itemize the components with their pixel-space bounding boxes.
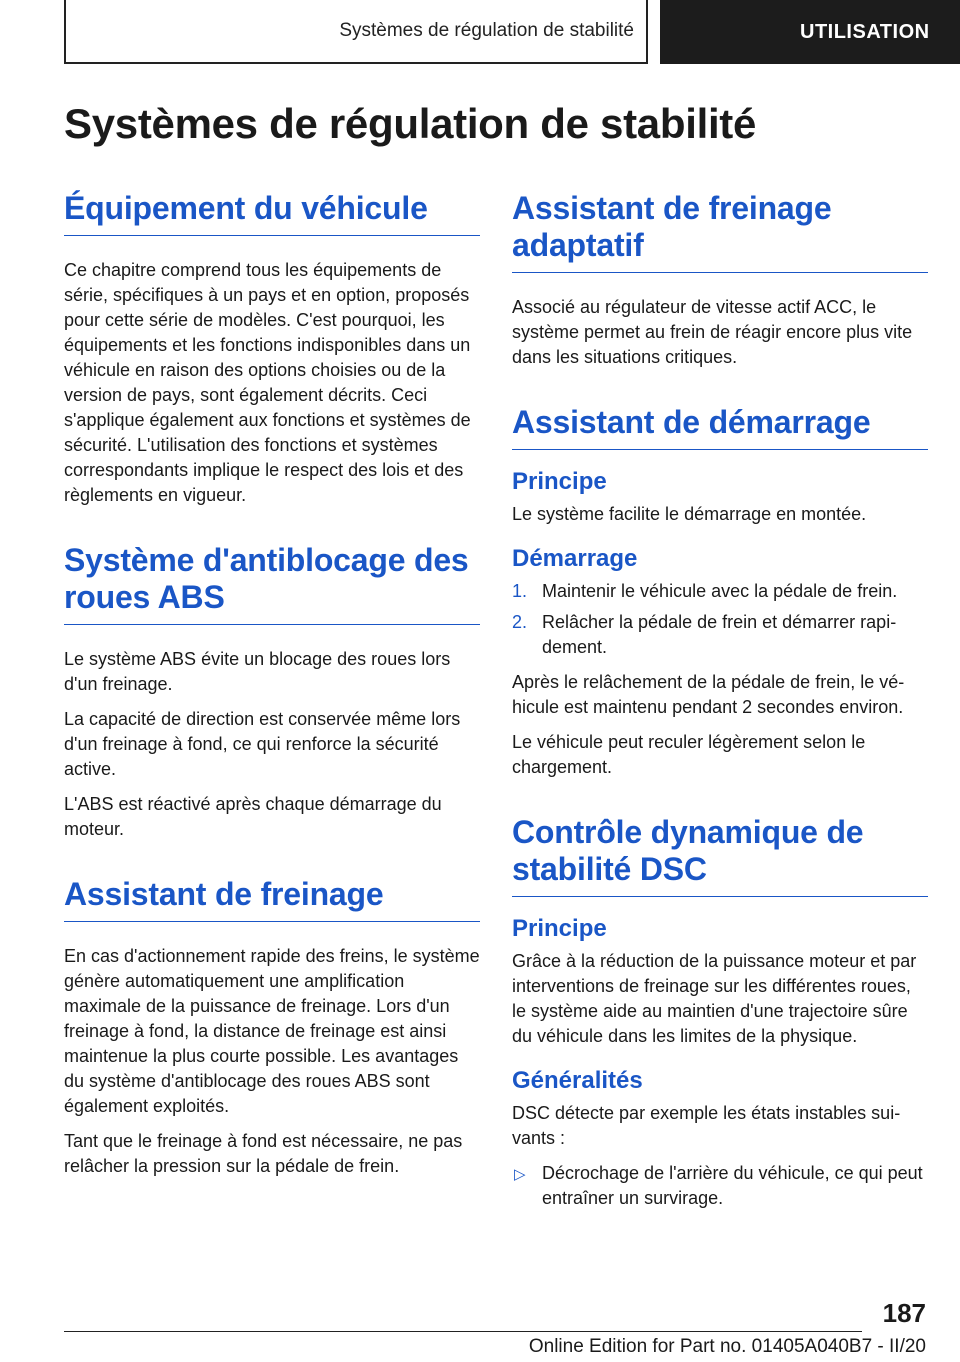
paragraph: Le système facilite le démarrage en montée. [512, 504, 867, 524]
paragraph: La capacité de direction est conservée même lors d'un freinage à fond, ce qui renforce la sécurité active. [64, 709, 461, 779]
page-number: 187 [882, 1298, 926, 1328]
right-column [512, 190, 928, 1221]
subsection-title-generalites: Généralités [512, 1067, 643, 1094]
steps-list [512, 579, 928, 660]
paragraph: Ce chapitre comprend tous les équipements de série, spécifiques à un pays et en option, proposés pour cette série de modèles. C'est pourquoi, les équipements et les fonctions indisponibles dans un véhicule en raison des options choisies ou de la version de pays, sont également décrits. Ceci s'applique également aux fonctions et systèmes de sécurité. L'utilisation des fonctions et systèmes correspondants implique le respect des lois et des règlements en vigueur. [64, 260, 471, 505]
list-item [512, 579, 928, 604]
page-title: Systèmes de régulation de stabilité [64, 100, 757, 147]
list-item [512, 1161, 928, 1211]
step-text: Maintenir le véhicule avec la pédale de frein. [542, 581, 898, 601]
subsection-title-principe: Principe [512, 468, 607, 495]
step-number: 1. [512, 581, 528, 601]
header-section-label: UTILISATION [800, 20, 930, 43]
subsection-title-principe: Principe [512, 915, 607, 942]
paragraph: DSC détecte par exemple les états instables suivants : [512, 1103, 901, 1148]
subsection-title-demarrage: Démarrage [512, 545, 638, 572]
bullet-text: Décrochage de l'arrière du véhicule, ce qui peut entraîner un survirage. [542, 1163, 923, 1208]
paragraph: Tant que le freinage à fond est nécessaire, ne pas relâcher la pression sur la pédale de frein. [64, 1131, 463, 1176]
section-title-dsc: Contrôle dynamique de stabilité DSC [512, 814, 928, 897]
section-title-assistant-freinage: Assistant de freinage [64, 876, 480, 922]
list-item [512, 610, 928, 660]
section-title-abs: Système d'antiblocage des roues ABS [64, 542, 480, 625]
footer-edition: Online Edition for Part no. 01405A040B7 - II/20 [528, 1336, 926, 1357]
section-title-freinage-adaptatif: Assistant de freinage adaptatif [512, 190, 928, 273]
paragraph: Associé au régulateur de vitesse actif ACC, le système permet au frein de réagir encore plus vite dans les situations critiques. [512, 297, 913, 367]
header-section-tab [660, 0, 960, 64]
paragraph: Le système ABS évite un blocage des roues lors d'un freinage. [64, 649, 451, 694]
header-chapter-title: Systèmes de régulation de stabilité [339, 20, 634, 41]
bullet-list [512, 1161, 928, 1211]
paragraph: L'ABS est réactivé après chaque démarrage du moteur. [64, 794, 442, 839]
paragraph: Grâce à la réduction de la puissance moteur et par interventions de freinage sur les différentes roues, le système aide au maintien d'une trajectoire sûre du véhicule dans les limites de la physique. [512, 951, 917, 1046]
paragraph: Le véhicule peut reculer légèrement selon le chargement. [512, 732, 866, 777]
step-number: 2. [512, 612, 528, 632]
left-column [64, 190, 480, 1189]
paragraph: Après le relâchement de la pédale de frein, le véhicule est maintenu pendant 2 secondes environ. [512, 672, 905, 717]
header-chapter-box [64, 0, 648, 64]
step-text: Relâcher la pédale de frein et démarrer rapidement. [542, 612, 897, 657]
triangle-bullet-icon: ▷ [514, 1166, 526, 1183]
paragraph: En cas d'actionnement rapide des freins, le système génère automatiquement une amplification maximale de la puissance de freinage. Lors d'un freinage à fond, la distance de freinage est ainsi maintenue la plus courte possible. Les avantages du système d'antiblocage des roues ABS sont également exploités. [64, 946, 480, 1116]
footer-divider [64, 1331, 862, 1332]
section-title-equipement: Équipement du véhicule [64, 190, 480, 236]
section-title-assistant-demarrage: Assistant de démarrage [512, 404, 928, 450]
